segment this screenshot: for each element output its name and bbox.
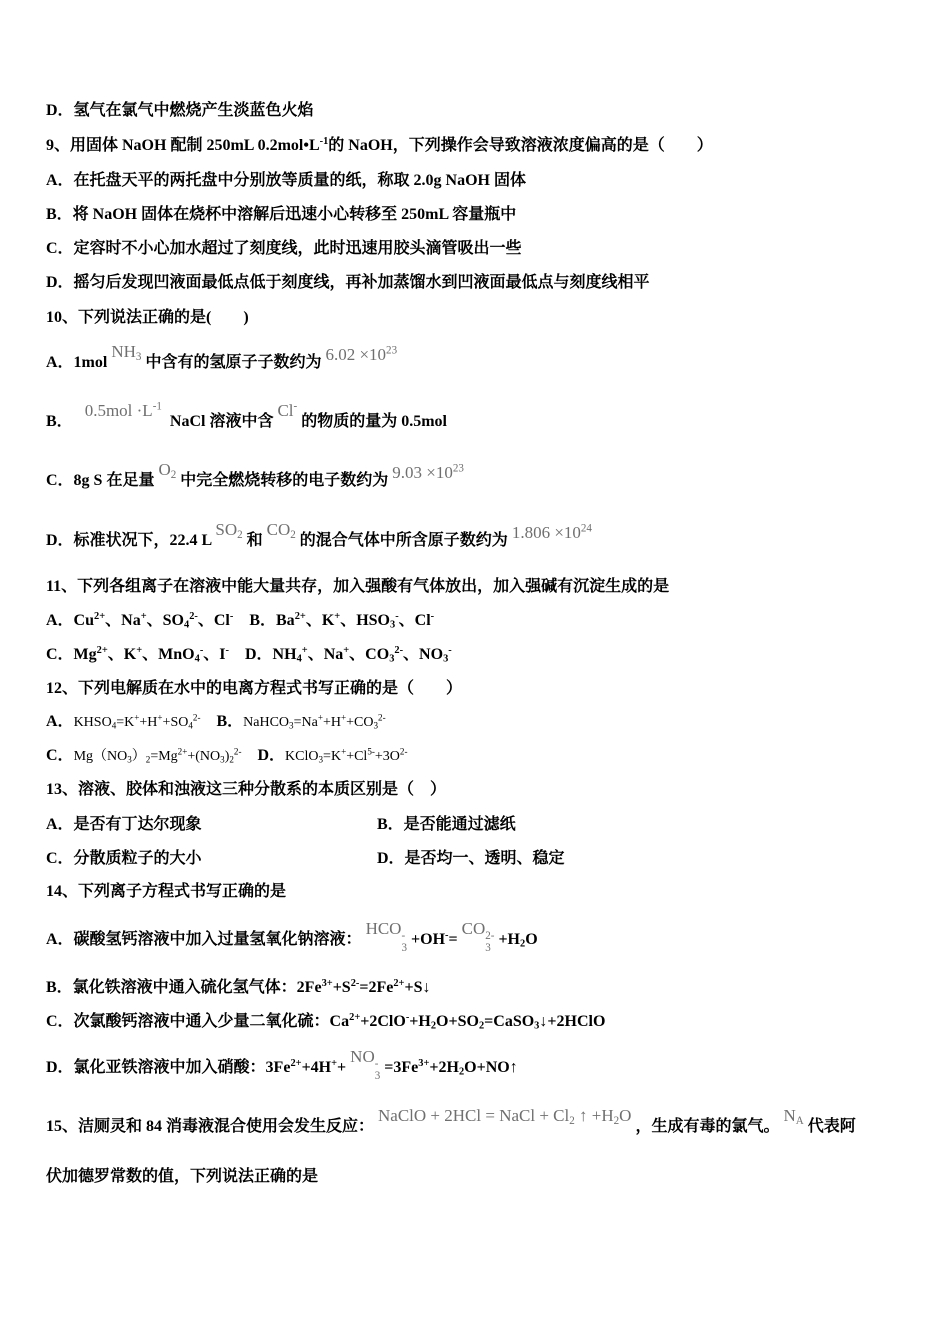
text-run: ↑ +H [574,1107,614,1125]
q10-option-a-prefix: A．1mol [46,354,108,371]
q15-stem-line-1 [46,1107,916,1147]
superscript: 2- [485,929,495,942]
q14-option-c [46,1002,916,1042]
subscript: 2 [237,528,243,541]
text-run: N [783,1107,796,1125]
superscript: - [199,644,204,656]
text-run: +S↓ [404,979,431,996]
q14-option-a-text-2 [498,931,537,948]
text-run: NaClO + 2HCl = NaCl + Cl [378,1107,570,1125]
q10-option-c-text: 中完全燃烧转移的电子数约为 [180,472,389,489]
q9-option-d: D．摇匀后发现凹液面最低点低于刻度线，再补加蒸馏水到凹液面最低点与刻度线相平 [46,274,650,291]
superscript: + [157,712,163,723]
formula-number-a [325,345,397,364]
formula-number-c [392,463,464,482]
subscript: 2 [290,528,296,541]
superscript: - [374,1057,379,1070]
superscript: + [340,712,347,723]
superscript: 2+ [177,746,188,757]
subscript: 3 [374,1069,381,1082]
superscript: 2+ [393,977,405,989]
superscript: - [401,929,406,942]
text-run: =3Fe [384,1059,419,1076]
text-run: 9.03 ×10 [392,463,453,482]
formula-concentration [85,402,162,420]
q11-option-a [46,612,233,629]
text-run: 、K [305,612,335,629]
q13-option-a: A．是否有丁达尔现象 [46,816,202,833]
formula-co2 [267,521,296,539]
subscript: 4 [183,619,190,631]
q9-option-b: B．将 NaOH 固体在烧杯中溶解后迅速小心转移至 250mL 容量瓶中 [46,206,517,223]
subscript: 3 [389,653,395,665]
text-run: +H [322,715,341,730]
text-run: =Na [293,715,318,730]
text-run: =Mg [150,749,178,764]
q12-option-d [257,747,407,764]
superscript: 23 [386,344,398,357]
q14-option-a-prefix: A．碳酸氢钙溶液中加入过量氢氧化钠溶液： [46,931,362,948]
subscript: 2 [613,1114,620,1127]
text-run: +2ClO [360,1013,406,1030]
q12-option-b-label: B． [216,713,244,730]
subscript: 2 [478,1020,485,1032]
subscript: 2 [229,754,234,765]
superscript: + [334,610,341,622]
q13-stem: 13、溶液、胶体和浊液这三种分散系的本质区别是（ ） [46,781,447,798]
formula-avogadro-symbol [783,1107,803,1125]
text-run: 、MnO [142,646,195,663]
q10-option-c-prefix: C．8g S 在足量 [46,472,155,489]
text-run: NH [111,343,136,361]
superscript: 2+ [294,610,306,622]
q14-stem: 14、下列离子方程式书写正确的是 [46,883,287,900]
text-run: +SO [162,715,189,730]
q12-option-b [216,713,385,730]
subscript: 3 [289,720,294,731]
text-run: ↓+2HClO [539,1013,606,1030]
subscript: 3 [485,941,491,954]
superscript: - [395,610,399,622]
subscript: 3 [401,941,407,954]
subscript: 3 [389,619,396,631]
subscript: 2 [458,1066,465,1078]
superscript: 5- [367,746,375,757]
superscript: + [140,610,147,622]
superscript: - [225,644,229,656]
subscript: 4 [188,720,193,731]
q8-option-d: D．氢气在氯气中燃烧产生淡蓝色火焰 [46,102,314,119]
q15-stem-line-2: 伏加德罗常数的值，下列说法正确的是 [46,1168,319,1185]
subscript: 3 [220,754,225,765]
superscript: + [134,712,140,723]
superscript: - [430,610,435,622]
subscript: 3 [318,754,324,765]
text-run: NO [350,1048,375,1066]
subscript: 2 [520,938,526,950]
q10-stem: 10、下列说法正确的是( ) [46,309,249,326]
formula-nh3 [111,343,141,361]
superscript: 23 [452,462,464,475]
text-run: 、SO [146,612,184,629]
q14-option-d-text-2 [384,1059,517,1076]
q10-option-a-text: 中含有的氢原子子数约为 [145,354,322,371]
text-run: 、Na [307,646,344,663]
text-run: =K [116,715,135,730]
q10-option-d [46,521,916,561]
text-run: C．次氯酸钙溶液中通入少量二氧化硫：Ca [46,1013,350,1030]
q10-option-d-text-2: 的混合气体中所含原子数约为 [299,532,508,549]
subscript: 2 [145,754,151,765]
text-run: O [158,461,171,479]
formula-reaction-equation [378,1107,631,1125]
text-run: 、K [107,646,137,663]
text-run: O [525,931,538,948]
superscript: + [331,1057,338,1069]
text-run: +CO [346,715,374,730]
superscript: 2- [350,977,360,989]
q9-stem [46,126,916,166]
superscript: 2- [399,746,408,757]
q12-option-a [46,713,200,730]
superscript: 2- [378,712,386,723]
text-run: =2Fe [359,979,394,996]
formula-so2 [215,521,242,539]
text-run: B．Ba [249,612,295,629]
q14-option-a-text-1 [411,931,458,948]
superscript: 2- [192,712,201,723]
q10-option-b-text-2: 的物质的量为 0.5mol [301,413,447,430]
subscript: A [795,1114,804,1127]
q10-option-d-prefix: D．标准状况下，22.4 L [46,532,212,549]
q15-text-1: 15、洁厕灵和 84 消毒液混合使用会发生反应： [46,1118,375,1135]
q11-option-d [245,646,452,663]
q12-option-c-label: C． [46,747,74,764]
superscript: -1 [152,402,162,413]
q11-stem: 11、下列各组离子在溶液中能大量共存，加入强酸有气体放出，加入强碱有沉淀生成的是 [46,578,670,595]
text-run: Cl [277,402,294,420]
text-run: A．Cu [46,612,95,629]
superscript: 2+ [290,1057,302,1069]
sub-sup-pair [485,931,494,954]
q12-option-d-label: D． [257,747,286,764]
q12-option-c-equation [73,746,242,765]
text-run: 、Cl [197,612,230,629]
q15-text-2: ，生成有毒的氯气。 [635,1118,780,1135]
superscript: - [229,610,234,622]
superscript: 2- [189,610,198,622]
text-run: 、I [203,646,226,663]
text-run: 的 NaOH，下列操作会导致溶液浓度偏高的是（ ） [328,137,713,154]
superscript: 3+ [321,977,333,989]
q12-option-d-equation [285,746,408,765]
formula-carbonate-ion [461,920,495,954]
superscript: + [317,712,323,723]
text-run: O [619,1107,632,1125]
superscript: 3+ [418,1057,430,1069]
superscript: + [341,746,347,757]
subscript: 3 [135,350,142,363]
text-run: +H [409,1013,431,1030]
formula-nitrate-ion [350,1048,381,1082]
text-run: +H [498,931,520,948]
text-run: ) [224,749,230,764]
text-run: +Cl [346,749,368,764]
text-run: +3O [374,749,400,764]
sub-sup-pair [375,1059,381,1082]
text-run: +OH [411,931,446,948]
superscript: 2- [233,746,242,757]
text-run: D．NH [245,646,297,663]
subscript: 2 [170,468,177,481]
subscript: 3 [127,754,132,765]
superscript: 2+ [96,644,108,656]
superscript: - [293,402,298,413]
text-run: 9、用固体 NaOH 配制 250mL 0.2mol•L [46,137,320,154]
text-run: +(NO [187,749,221,764]
q10-option-d-text-1: 和 [246,532,263,549]
subscript: 4 [194,653,200,665]
subscript: 3 [534,1020,540,1032]
superscript: 24 [580,522,592,535]
formula-bicarbonate-ion [365,920,407,954]
text-run: SO [215,521,238,539]
text-run: HCO [365,920,402,938]
text-run: =CaSO [484,1013,535,1030]
subscript: 2 [430,1020,437,1032]
text-run: 、Cl [398,612,431,629]
text-run: + [337,1059,347,1076]
text-run: Mg（NO [73,749,128,764]
text-run: CO [461,920,486,938]
text-run: =K [323,749,342,764]
q14-option-a [46,920,916,960]
q11-option-c [46,646,229,663]
q11-option-b [249,612,434,629]
q10-option-c [46,461,916,501]
formula-o2 [158,461,176,479]
superscript: + [136,644,143,656]
text-run: ） [131,749,146,764]
q14-option-d-text-1 [46,1059,346,1076]
q10-option-b-text-1: NaCl 溶液中含 [169,413,274,430]
superscript: - [445,929,449,941]
text-run: 、CO [349,646,390,663]
superscript: 2- [394,644,404,656]
text-run: = [448,931,458,948]
superscript: + [301,644,308,656]
text-run: B．氯化铁溶液中通入硫化氢气体：2Fe [46,979,322,996]
text-run: 、Na [105,612,141,629]
formula-number-d [512,523,592,542]
q13-option-b: B．是否能通过滤纸 [377,816,516,833]
text-run: O+SO [436,1013,479,1030]
q12-option-c [46,747,241,764]
text-run: +S [332,979,351,996]
text-run: 0.5mol ·L [84,402,153,420]
q12-option-b-equation [243,712,386,731]
subscript: 3 [373,720,379,731]
q13-option-c: C．分散质粒子的大小 [46,850,202,867]
text-run: NaHCO [243,715,290,730]
superscript: + [343,644,350,656]
text-run: KHSO [73,715,112,730]
q9-option-c: C．定容时不小心加水超过了刻度线，此时迅速用胶头滴管吸出一些 [46,240,522,257]
text-run: CO [266,521,291,539]
q14-option-d [46,1048,916,1088]
text-run: D．氯化亚铁溶液中加入硝酸：3Fe [46,1059,291,1076]
text-run: KClO [285,749,319,764]
q10-option-b [46,402,916,442]
text-run: +2H [429,1059,459,1076]
superscript: 2+ [94,610,106,622]
text-run: 、NO [403,646,444,663]
q12-stem: 12、下列电解质在水中的电离方程式书写正确的是（ ） [46,680,463,697]
text-run: +H [139,715,158,730]
q9-option-a: A．在托盘天平的两托盘中分别放等质量的纸，称取 2.0g NaOH 固体 [46,172,527,189]
subscript: 2 [569,1114,575,1127]
text-run: O+NO↑ [464,1059,518,1076]
q10-option-b-prefix: B． [46,413,73,430]
text-run: 6.02 ×10 [325,345,387,364]
sub-sup-pair [401,931,407,954]
subscript: 3 [443,653,449,665]
superscript: -1 [319,135,329,147]
q12-option-a-equation [73,712,201,731]
subscript: 4 [296,653,302,665]
superscript: - [405,1011,410,1023]
subscript: 4 [111,720,117,731]
text-run: 、HSO [340,612,390,629]
q10-option-a [46,343,916,383]
q12-option-a-label: A． [46,713,74,730]
q15-text-3: 代表阿 [807,1118,856,1135]
text-run: C．Mg [46,646,97,663]
text-run: 1.806 ×10 [511,523,581,542]
text-run: +4H [301,1059,332,1076]
superscript: 2+ [349,1011,361,1023]
q13-option-d: D．是否均一、透明、稳定 [377,850,565,867]
superscript: - [448,644,452,656]
formula-chloride-ion [277,402,297,420]
